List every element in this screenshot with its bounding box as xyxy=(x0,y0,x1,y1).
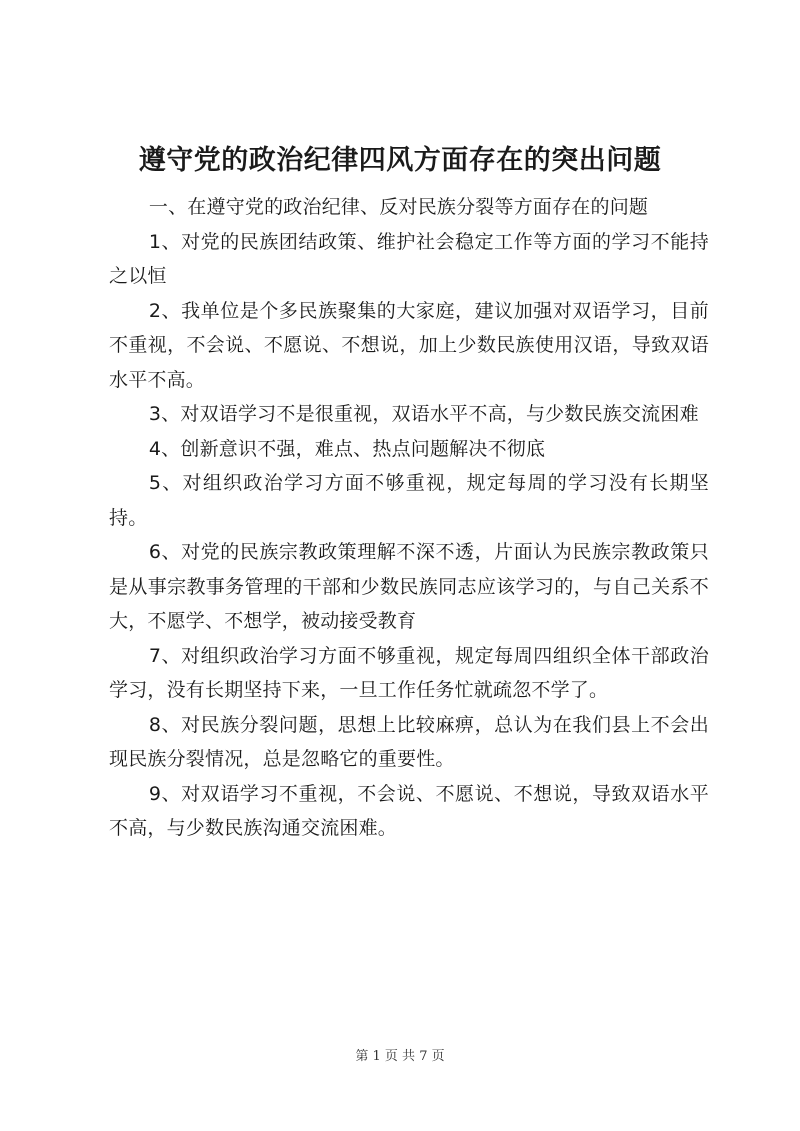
paragraph-1: 1、对党的民族团结政策、维护社会稳定工作等方面的学习不能持之以恒 xyxy=(109,230,709,287)
document-title: 遵守党的政治纪律四风方面存在的突出问题 xyxy=(138,145,662,176)
document-body xyxy=(109,190,709,846)
paragraph-6: 6、对党的民族宗教政策理解不深不透，片面认为民族宗教政策只是从事宗教事务管理的干部和少数民族同志应该学习的，与自己关系不大，不愿学、不想学，被动接受教育 xyxy=(109,541,709,632)
paragraph-3: 3、对双语学习不是很重视，双语水平不高，与少数民族交流困难 xyxy=(148,403,699,425)
section-heading: 一、在遵守党的政治纪律、反对民族分裂等方面存在的问题 xyxy=(148,196,649,218)
paragraph-7: 7、对组织政治学习方面不够重视，规定每周四组织全体干部政治学习，没有长期坚持下来，一旦工作任务忙就疏忽不学了。 xyxy=(109,644,709,701)
paragraph-9: 9、对双语学习不重视，不会说、不愿说、不想说，导致双语水平不高，与少数民族沟通交流困难。 xyxy=(109,782,709,839)
paragraph-8: 8、对民族分裂问题，思想上比较麻痹，总认为在我们县上不会出现民族分裂情况，总是忽略它的重要性。 xyxy=(109,713,709,770)
paragraph-5: 5、对组织政治学习方面不够重视，规定每周的学习没有长期坚持。 xyxy=(109,472,709,529)
paragraph-4: 4、创新意识不强，难点、热点问题解决不彻底 xyxy=(148,437,546,460)
page-number-footer: 第 1 页 共 7 页 xyxy=(355,1049,445,1064)
paragraph-2: 2、我单位是个多民族聚集的大家庭，建议加强对双语学习，目前不重视，不会说、不愿说、不想说，加上少数民族使用汉语，导致双语水平不高。 xyxy=(109,299,709,391)
